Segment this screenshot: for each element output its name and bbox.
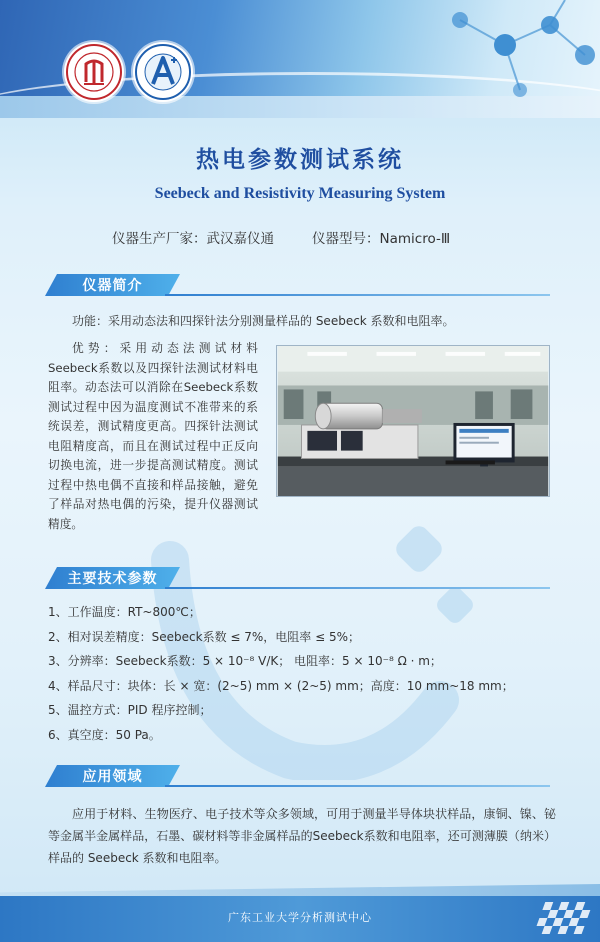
header-banner bbox=[0, 0, 600, 118]
section-underline bbox=[165, 294, 550, 296]
advantages-text: 优势：采用动态法测试材料Seebeck系数以及四探针法测试材料电阻率。动态法可以消除在Seebeck系数测试过程中因为温度测试不准带来的系统误差，测试精度更高。四探针法测试电阻精度高，而且在测试过程中正反向切换电流，进一步提高测试精度。测试过程中热电偶不直接和样品接触，避免了样品对热电偶的污染，提升仪器测试精度。 bbox=[48, 341, 258, 531]
parameter-list bbox=[48, 600, 558, 747]
university-logo-icon bbox=[64, 42, 124, 102]
molecule-decor-icon bbox=[400, 0, 600, 110]
section-title: 主要技术参数 bbox=[67, 571, 158, 587]
parameter-item: 1、工作温度：RT~800℃； bbox=[48, 605, 201, 619]
parameter-item: 6、真空度：50 Pa。 bbox=[48, 727, 161, 742]
page-subtitle-english: Seebeck and Resistivity Measuring System bbox=[154, 185, 446, 202]
section-underline bbox=[165, 785, 550, 787]
checker-decor-icon bbox=[528, 900, 594, 938]
parameter-item: 5、温控方式：PID 程序控制； bbox=[48, 703, 212, 717]
instrument-photo bbox=[276, 345, 550, 497]
parameter-item: 4、样品尺寸：块体：长 × 宽：(2~5) mm × (2~5) mm；高度：10 mm~18 mm； bbox=[48, 678, 514, 693]
page-title: 热电参数测试系统 bbox=[196, 147, 404, 173]
footer-text: 广东工业大学分析测试中心 bbox=[228, 911, 372, 924]
model-text: 仪器型号：Namicro-Ⅲ bbox=[312, 231, 451, 247]
section-header-intro bbox=[45, 272, 550, 300]
parameter-item: 3、分辨率：Seebeck系数：5 × 10⁻⁸ V/K； 电阻率：5 × 10⁻⁸ Ω · m； bbox=[48, 654, 442, 668]
analysis-center-logo-icon bbox=[133, 42, 193, 102]
function-text: 功能：采用动态法和四探针法分别测量样品的 Seebeck 系数和电阻率。 bbox=[72, 314, 455, 328]
section-header-params bbox=[45, 565, 550, 593]
instrument-info bbox=[112, 227, 532, 247]
manufacturer-text: 仪器生产厂家：武汉嘉仪通 bbox=[112, 231, 274, 247]
parameter-item: 2、相对误差精度：Seebeck系数 ≤ 7%，电阻率 ≤ 5%； bbox=[48, 629, 361, 644]
section-title: 仪器简介 bbox=[82, 278, 143, 294]
section-underline bbox=[165, 587, 550, 589]
applications-text: 应用于材料、生物医疗、电子技术等众多领域，可用于测量半导体块状样品，康铜、镍、铋等金属半金属样品，石墨、碳材料等非金属样品的Seebeck系数和电阻率，还可测薄膜（纳米）样品的 Seebeck 系数和电阻率。 bbox=[48, 807, 556, 865]
section-title: 应用领域 bbox=[82, 769, 143, 785]
section-header-applications bbox=[45, 763, 550, 791]
